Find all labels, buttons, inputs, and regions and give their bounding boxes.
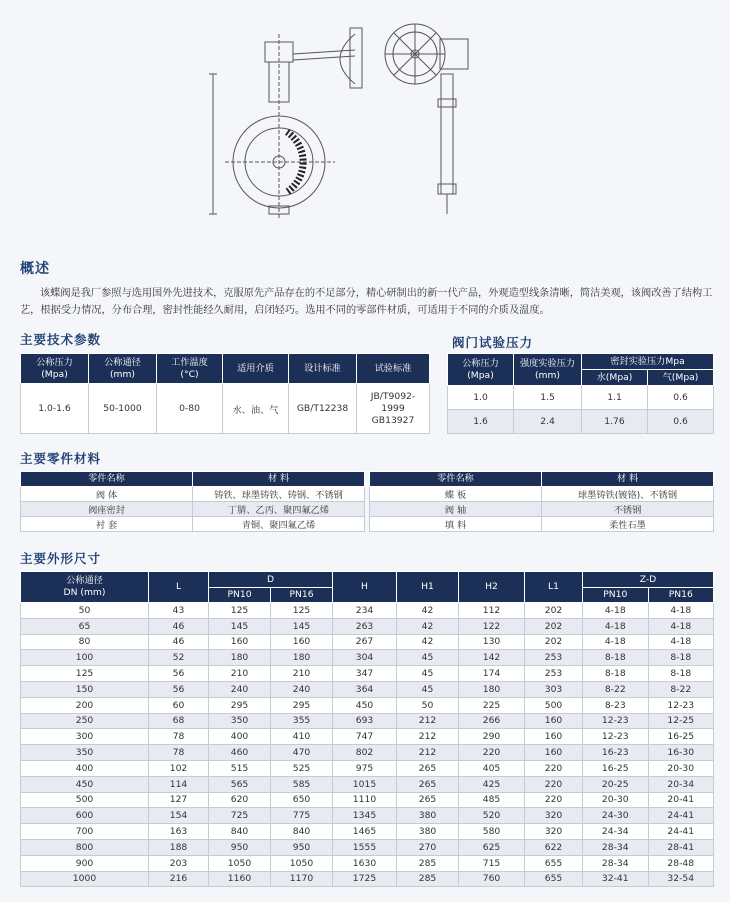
dim-cell: 267 bbox=[333, 634, 397, 650]
dim-cell: 80 bbox=[21, 634, 149, 650]
dim-cell: 12-23 bbox=[583, 729, 649, 745]
dim-cell: 46 bbox=[149, 618, 209, 634]
dim-cell: 50 bbox=[397, 697, 459, 713]
table-row bbox=[21, 697, 714, 713]
dim-cell: 4-18 bbox=[648, 618, 714, 634]
dim-cell: 900 bbox=[21, 855, 149, 871]
dim-cell: 715 bbox=[459, 855, 525, 871]
dim-cell: 4-18 bbox=[648, 634, 714, 650]
test-header-water: 水(Mpa) bbox=[582, 370, 648, 386]
dim-cell: 320 bbox=[525, 824, 583, 840]
dim-cell: 655 bbox=[525, 855, 583, 871]
dim-cell: 56 bbox=[149, 681, 209, 697]
dim-cell: 355 bbox=[271, 713, 333, 729]
dim-cell: 202 bbox=[525, 603, 583, 619]
parts-header-name: 零件名称 bbox=[21, 472, 193, 487]
dim-cell: 265 bbox=[397, 792, 459, 808]
dim-cell: 410 bbox=[271, 729, 333, 745]
dim-cell: 1555 bbox=[333, 839, 397, 855]
dim-cell: 840 bbox=[209, 824, 271, 840]
parts-table-right bbox=[369, 471, 714, 532]
dim-cell: 212 bbox=[397, 745, 459, 761]
dim-cell: 46 bbox=[149, 634, 209, 650]
dim-cell: 180 bbox=[209, 650, 271, 666]
table-row bbox=[21, 713, 714, 729]
dim-cell: 216 bbox=[149, 871, 209, 887]
dim-cell: 160 bbox=[525, 713, 583, 729]
dim-cell: 8-18 bbox=[583, 666, 649, 682]
dim-cell: 520 bbox=[459, 808, 525, 824]
dim-cell: 4-18 bbox=[583, 618, 649, 634]
dim-header-h2: H2 bbox=[459, 572, 525, 603]
dim-cell: 163 bbox=[149, 824, 209, 840]
dim-cell: 45 bbox=[397, 666, 459, 682]
dimensions-table bbox=[20, 571, 714, 887]
dim-cell: 460 bbox=[209, 745, 271, 761]
dim-cell: 220 bbox=[525, 776, 583, 792]
dim-header-zd-pn16: PN16 bbox=[648, 588, 714, 603]
dim-cell: 500 bbox=[21, 792, 149, 808]
dim-cell: 265 bbox=[397, 760, 459, 776]
dim-cell: 160 bbox=[525, 729, 583, 745]
dim-cell: 20-25 bbox=[583, 776, 649, 792]
dim-cell: 265 bbox=[397, 776, 459, 792]
dim-cell: 450 bbox=[333, 697, 397, 713]
parts-header-name: 零件名称 bbox=[370, 472, 542, 487]
dim-cell: 380 bbox=[397, 808, 459, 824]
dim-cell: 43 bbox=[149, 603, 209, 619]
tech-header: 工作温度 (°C) bbox=[157, 354, 223, 384]
dim-cell: 114 bbox=[149, 776, 209, 792]
dim-cell: 8-18 bbox=[648, 666, 714, 682]
dim-cell: 100 bbox=[21, 650, 149, 666]
dim-cell: 725 bbox=[209, 808, 271, 824]
dim-cell: 225 bbox=[459, 697, 525, 713]
part-name: 衬 套 bbox=[21, 517, 193, 532]
dim-cell: 42 bbox=[397, 603, 459, 619]
table-row bbox=[21, 855, 714, 871]
dim-cell: 840 bbox=[271, 824, 333, 840]
test-cell: 2.4 bbox=[514, 410, 582, 434]
dim-cell: 240 bbox=[209, 681, 271, 697]
dim-cell: 4-18 bbox=[648, 603, 714, 619]
tech-header: 试验标准 bbox=[357, 354, 430, 384]
dim-cell: 320 bbox=[525, 808, 583, 824]
dim-cell: 1110 bbox=[333, 792, 397, 808]
dim-cell: 470 bbox=[271, 745, 333, 761]
table-row bbox=[21, 681, 714, 697]
dim-cell: 290 bbox=[459, 729, 525, 745]
dim-cell: 8-22 bbox=[648, 681, 714, 697]
dim-cell: 56 bbox=[149, 666, 209, 682]
dim-cell: 295 bbox=[209, 697, 271, 713]
dim-cell: 450 bbox=[21, 776, 149, 792]
dim-header-h: H bbox=[333, 572, 397, 603]
dim-cell: 240 bbox=[271, 681, 333, 697]
dimensions-title: 主要外形尺寸 bbox=[20, 551, 102, 566]
dim-cell: 102 bbox=[149, 760, 209, 776]
part-material: 球墨铸铁(镀铬)、不锈钢 bbox=[542, 487, 714, 502]
dim-cell: 800 bbox=[21, 839, 149, 855]
table-row bbox=[21, 618, 714, 634]
dim-cell: 655 bbox=[525, 871, 583, 887]
dim-header-d: D bbox=[209, 572, 333, 588]
dim-cell: 1345 bbox=[333, 808, 397, 824]
test-header-seal: 密封实验压力Mpa bbox=[582, 354, 714, 370]
dim-cell: 1050 bbox=[209, 855, 271, 871]
dim-cell: 8-22 bbox=[583, 681, 649, 697]
table-row bbox=[21, 808, 714, 824]
test-pressure-table bbox=[447, 353, 714, 434]
dim-cell: 127 bbox=[149, 792, 209, 808]
dim-cell: 400 bbox=[21, 760, 149, 776]
dim-cell: 500 bbox=[525, 697, 583, 713]
tech-header: 公称压力 (Mpa) bbox=[21, 354, 89, 384]
dim-cell: 24-41 bbox=[648, 824, 714, 840]
dim-cell: 263 bbox=[333, 618, 397, 634]
parts-header-material: 材 料 bbox=[193, 472, 365, 487]
dim-cell: 580 bbox=[459, 824, 525, 840]
dim-cell: 16-25 bbox=[583, 760, 649, 776]
dim-cell: 174 bbox=[459, 666, 525, 682]
dim-cell: 350 bbox=[209, 713, 271, 729]
overview-title: 概述 bbox=[20, 261, 50, 277]
dim-cell: 180 bbox=[459, 681, 525, 697]
dim-cell: 1015 bbox=[333, 776, 397, 792]
dim-header-d-pn10: PN10 bbox=[209, 588, 271, 603]
part-material: 青铜、聚四氟乙烯 bbox=[193, 517, 365, 532]
table-row bbox=[21, 650, 714, 666]
dim-cell: 24-41 bbox=[648, 808, 714, 824]
dim-cell: 16-30 bbox=[648, 745, 714, 761]
dim-cell: 8-23 bbox=[583, 697, 649, 713]
dim-cell: 253 bbox=[525, 666, 583, 682]
dim-cell: 693 bbox=[333, 713, 397, 729]
dim-cell: 160 bbox=[271, 634, 333, 650]
test-cell: 1.76 bbox=[582, 410, 648, 434]
dim-cell: 220 bbox=[525, 760, 583, 776]
dim-cell: 20-34 bbox=[648, 776, 714, 792]
dim-cell: 122 bbox=[459, 618, 525, 634]
dim-header-dn: 公称通径 DN (mm) bbox=[21, 572, 149, 603]
dim-cell: 28-34 bbox=[583, 855, 649, 871]
dim-cell: 620 bbox=[209, 792, 271, 808]
part-name: 阀座密封 bbox=[21, 502, 193, 517]
dim-header-zd-pn10: PN10 bbox=[583, 588, 649, 603]
dim-cell: 747 bbox=[333, 729, 397, 745]
part-name: 阀 体 bbox=[21, 487, 193, 502]
dim-cell: 600 bbox=[21, 808, 149, 824]
table-row bbox=[21, 824, 714, 840]
dim-cell: 210 bbox=[209, 666, 271, 682]
dim-cell: 32-54 bbox=[648, 871, 714, 887]
table-row bbox=[21, 839, 714, 855]
dim-cell: 28-41 bbox=[648, 839, 714, 855]
dim-cell: 1160 bbox=[209, 871, 271, 887]
dim-cell: 304 bbox=[333, 650, 397, 666]
dim-cell: 700 bbox=[21, 824, 149, 840]
dim-cell: 364 bbox=[333, 681, 397, 697]
tech-params-title: 主要技术参数 bbox=[20, 332, 102, 347]
part-material: 铸铁、球墨铸铁、铸钢、不锈钢 bbox=[193, 487, 365, 502]
dim-cell: 78 bbox=[149, 729, 209, 745]
dim-cell: 425 bbox=[459, 776, 525, 792]
dim-cell: 160 bbox=[525, 745, 583, 761]
dim-cell: 350 bbox=[21, 745, 149, 761]
dim-cell: 16-23 bbox=[583, 745, 649, 761]
test-header-gas: 气(Mpa) bbox=[648, 370, 714, 386]
part-material: 丁腈、乙丙、聚四氟乙烯 bbox=[193, 502, 365, 517]
dim-cell: 234 bbox=[333, 603, 397, 619]
dim-cell: 4-18 bbox=[583, 634, 649, 650]
part-name: 填 料 bbox=[370, 517, 542, 532]
dim-header-zd: Z-D bbox=[583, 572, 714, 588]
dim-cell: 212 bbox=[397, 729, 459, 745]
dim-cell: 300 bbox=[21, 729, 149, 745]
dim-cell: 202 bbox=[525, 634, 583, 650]
dim-cell: 160 bbox=[209, 634, 271, 650]
dim-cell: 950 bbox=[271, 839, 333, 855]
dim-header-l: L bbox=[149, 572, 209, 603]
dim-cell: 1465 bbox=[333, 824, 397, 840]
dim-cell: 405 bbox=[459, 760, 525, 776]
dim-cell: 1050 bbox=[271, 855, 333, 871]
dim-cell: 1725 bbox=[333, 871, 397, 887]
dim-cell: 220 bbox=[459, 745, 525, 761]
dim-cell: 28-34 bbox=[583, 839, 649, 855]
dim-cell: 20-30 bbox=[583, 792, 649, 808]
dim-cell: 78 bbox=[149, 745, 209, 761]
dim-cell: 253 bbox=[525, 650, 583, 666]
table-row bbox=[21, 745, 714, 761]
dim-cell: 775 bbox=[271, 808, 333, 824]
dim-cell: 125 bbox=[271, 603, 333, 619]
table-row bbox=[21, 634, 714, 650]
dim-cell: 4-18 bbox=[583, 603, 649, 619]
dim-cell: 68 bbox=[149, 713, 209, 729]
tech-header: 公称通径 (mm) bbox=[89, 354, 157, 384]
table-row bbox=[21, 666, 714, 682]
test-cell: 1.0 bbox=[448, 386, 514, 410]
dim-cell: 285 bbox=[397, 855, 459, 871]
dim-cell: 250 bbox=[21, 713, 149, 729]
dim-cell: 24-30 bbox=[583, 808, 649, 824]
dim-cell: 42 bbox=[397, 634, 459, 650]
part-material: 不锈钢 bbox=[542, 502, 714, 517]
dim-cell: 266 bbox=[459, 713, 525, 729]
dim-cell: 802 bbox=[333, 745, 397, 761]
table-row bbox=[21, 776, 714, 792]
dim-cell: 65 bbox=[21, 618, 149, 634]
dim-cell: 125 bbox=[209, 603, 271, 619]
dim-cell: 625 bbox=[459, 839, 525, 855]
dim-cell: 142 bbox=[459, 650, 525, 666]
tech-cell: GB/T12238 bbox=[289, 384, 357, 434]
dim-cell: 8-18 bbox=[648, 650, 714, 666]
dim-cell: 1000 bbox=[21, 871, 149, 887]
part-name: 蝶 板 bbox=[370, 487, 542, 502]
dim-cell: 60 bbox=[149, 697, 209, 713]
dim-cell: 203 bbox=[149, 855, 209, 871]
dim-cell: 525 bbox=[271, 760, 333, 776]
dim-cell: 180 bbox=[271, 650, 333, 666]
dim-cell: 45 bbox=[397, 650, 459, 666]
dim-cell: 380 bbox=[397, 824, 459, 840]
table-row bbox=[21, 603, 714, 619]
dim-cell: 760 bbox=[459, 871, 525, 887]
test-cell: 0.6 bbox=[648, 410, 714, 434]
tech-header: 设计标准 bbox=[289, 354, 357, 384]
dim-cell: 565 bbox=[209, 776, 271, 792]
dim-cell: 200 bbox=[21, 697, 149, 713]
dim-cell: 303 bbox=[525, 681, 583, 697]
dim-cell: 32-41 bbox=[583, 871, 649, 887]
dim-cell: 485 bbox=[459, 792, 525, 808]
dim-cell: 50 bbox=[21, 603, 149, 619]
overview-text: 该蝶阀是我厂参照与选用国外先进技术，克服原先产品存在的不足部分，精心研制出的新一代产品，外观造型线条清晰，简洁美观，该阀改善了结构工艺，根据受力情况，分布合理，密封性能经久耐用，启闭轻巧。选用不同的零部件材质，可适用于不同的介质及温度。 bbox=[20, 288, 713, 316]
dim-cell: 270 bbox=[397, 839, 459, 855]
dim-cell: 145 bbox=[271, 618, 333, 634]
test-cell: 1.1 bbox=[582, 386, 648, 410]
dim-cell: 295 bbox=[271, 697, 333, 713]
dim-cell: 1630 bbox=[333, 855, 397, 871]
dim-cell: 28-48 bbox=[648, 855, 714, 871]
dim-cell: 52 bbox=[149, 650, 209, 666]
tech-cell: JB/T9092- 1999 GB13927 bbox=[357, 384, 430, 434]
part-material: 柔性石墨 bbox=[542, 517, 714, 532]
dim-cell: 12-23 bbox=[583, 713, 649, 729]
dim-cell: 20-30 bbox=[648, 760, 714, 776]
dim-cell: 622 bbox=[525, 839, 583, 855]
dim-cell: 154 bbox=[149, 808, 209, 824]
parts-table-left bbox=[20, 471, 365, 532]
tech-cell: 1.0-1.6 bbox=[21, 384, 89, 434]
dim-cell: 975 bbox=[333, 760, 397, 776]
table-row bbox=[21, 792, 714, 808]
dim-cell: 950 bbox=[209, 839, 271, 855]
dim-cell: 210 bbox=[271, 666, 333, 682]
test-cell: 0.6 bbox=[648, 386, 714, 410]
dim-cell: 24-34 bbox=[583, 824, 649, 840]
dim-header-d-pn16: PN16 bbox=[271, 588, 333, 603]
test-header-nominal: 公称压力 (Mpa) bbox=[448, 354, 514, 386]
dim-cell: 150 bbox=[21, 681, 149, 697]
tech-cell: 0-80 bbox=[157, 384, 223, 434]
parts-header-material: 材 料 bbox=[542, 472, 714, 487]
dim-cell: 12-23 bbox=[648, 697, 714, 713]
dim-cell: 220 bbox=[525, 792, 583, 808]
dim-cell: 400 bbox=[209, 729, 271, 745]
dim-cell: 145 bbox=[209, 618, 271, 634]
dim-cell: 16-25 bbox=[648, 729, 714, 745]
dim-cell: 188 bbox=[149, 839, 209, 855]
table-row bbox=[21, 760, 714, 776]
dim-cell: 112 bbox=[459, 603, 525, 619]
dim-cell: 12-25 bbox=[648, 713, 714, 729]
dim-cell: 650 bbox=[271, 792, 333, 808]
test-cell: 1.6 bbox=[448, 410, 514, 434]
tech-params-table bbox=[20, 353, 430, 434]
dim-cell: 125 bbox=[21, 666, 149, 682]
tech-cell: 50-1000 bbox=[89, 384, 157, 434]
dim-header-l1: L1 bbox=[525, 572, 583, 603]
test-cell: 1.5 bbox=[514, 386, 582, 410]
dim-cell: 585 bbox=[271, 776, 333, 792]
dim-cell: 45 bbox=[397, 681, 459, 697]
dim-cell: 202 bbox=[525, 618, 583, 634]
dim-cell: 130 bbox=[459, 634, 525, 650]
dim-cell: 347 bbox=[333, 666, 397, 682]
dim-cell: 42 bbox=[397, 618, 459, 634]
table-row bbox=[21, 871, 714, 887]
dim-cell: 212 bbox=[397, 713, 459, 729]
table-row bbox=[21, 729, 714, 745]
tech-cell: 水、油、气 bbox=[223, 384, 289, 434]
valve-drawing bbox=[195, 14, 495, 224]
dim-cell: 515 bbox=[209, 760, 271, 776]
dimensions-body bbox=[21, 603, 714, 887]
part-name: 阀 轴 bbox=[370, 502, 542, 517]
tech-header: 适用介质 bbox=[223, 354, 289, 384]
test-header-strength: 强度实验压力 (mm) bbox=[514, 354, 582, 386]
dim-cell: 1170 bbox=[271, 871, 333, 887]
dim-cell: 8-18 bbox=[583, 650, 649, 666]
dim-cell: 20-41 bbox=[648, 792, 714, 808]
dim-cell: 285 bbox=[397, 871, 459, 887]
dim-header-h1: H1 bbox=[397, 572, 459, 603]
parts-title: 主要零件材料 bbox=[20, 451, 102, 466]
test-pressure-title: 阀门试验压力 bbox=[452, 335, 534, 350]
